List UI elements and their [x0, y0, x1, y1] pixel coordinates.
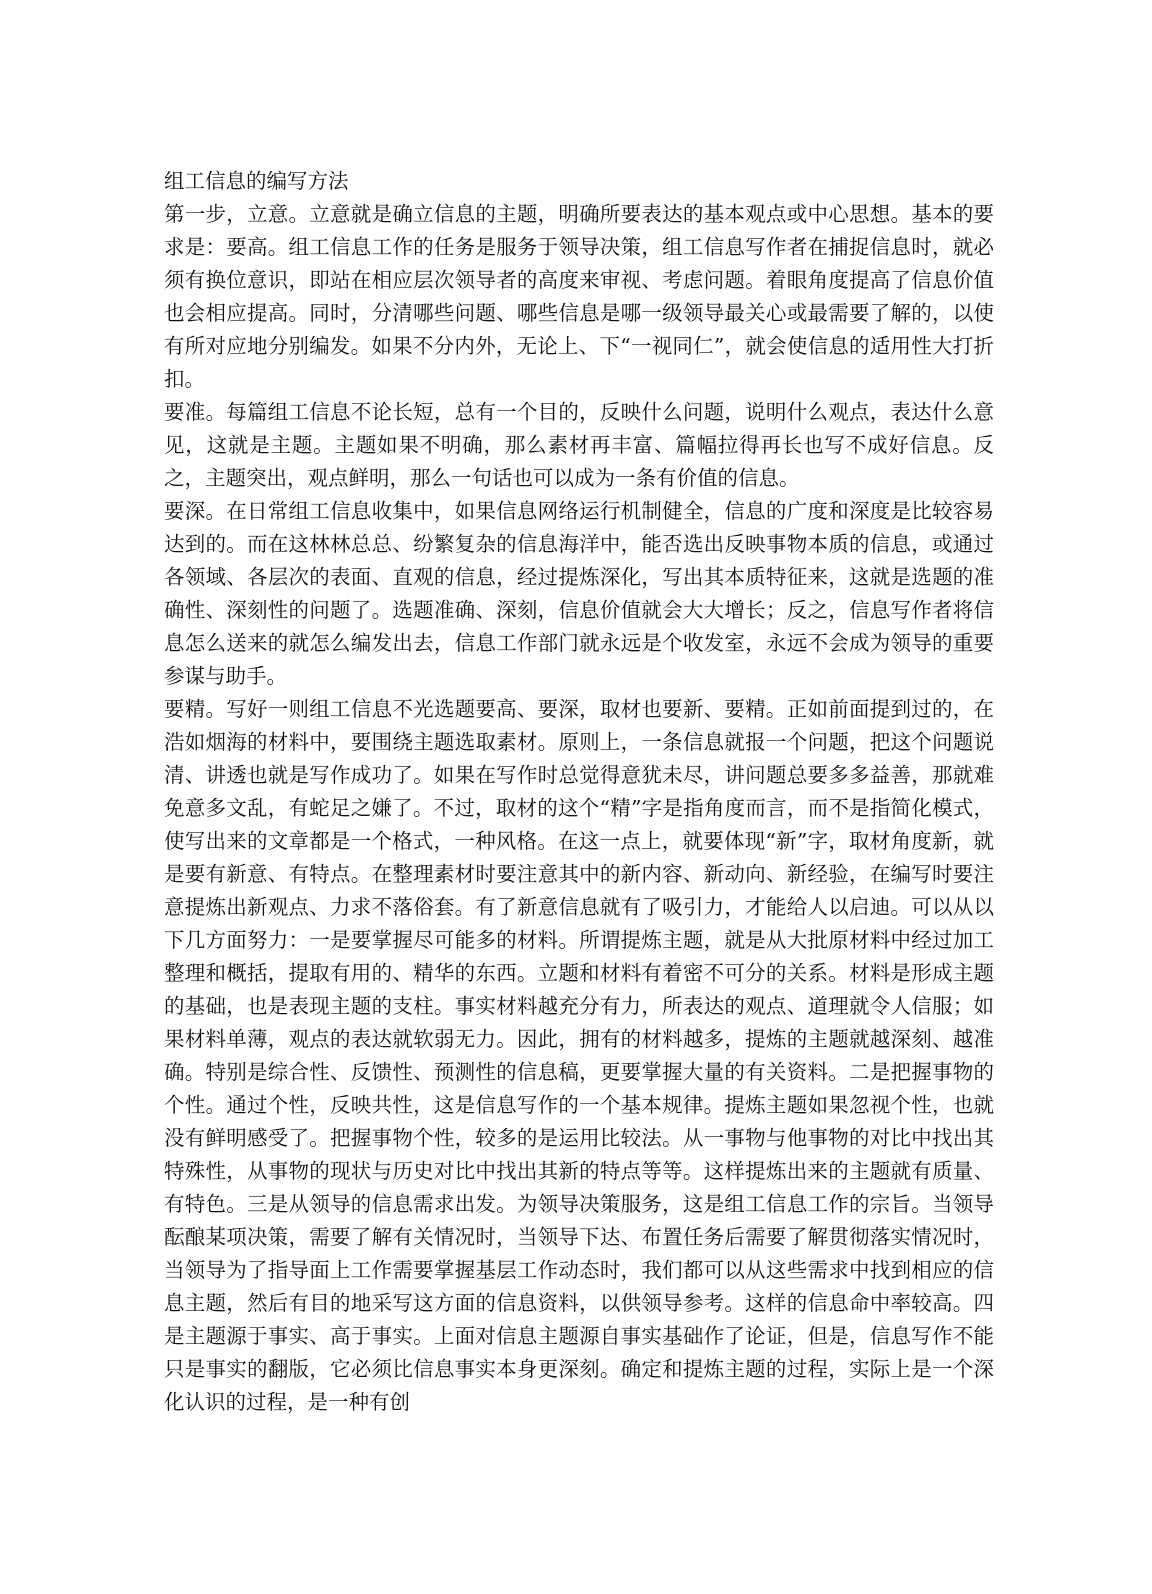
paragraph-step-one: 第一步，立意。立意就是确立信息的主题，明确所要表达的基本观点或中心思想。基本的要求是：要高。组工信息工作的任务是服务于领导决策，组工信息写作者在捕捉信息时，就必须有换位意识，即站在相应层次领导者的高度来审视、考虑问题。着眼角度提高了信息价值也会相应提高。同时，分清哪些问题、哪些信息是哪一级领导最关心或最需要了解的，以使有所对应地分别编发。如果不分内外，无论上、下“一视同仁”，就会使信息的适用性大打折扣。 — [164, 202, 994, 391]
paragraph-depth: 要深。在日常组工信息收集中，如果信息网络运行机制健全，信息的广度和深度是比较容易达到的。而在这林林总总、纷繁复杂的信息海洋中，能否选出反映事物本质的信息，或通过各领域、各层次的表面、直观的信息，经过提炼深化，写出其本质特征来，这就是选题的准确性、深刻性的问题了。选题准确、深刻，信息价值就会大大增长；反之，信息写作者将信息怎么送来的就怎么编发出去，信息工作部门就永远是个收发室，永远不会成为领导的重要参谋与助手。 — [164, 499, 994, 688]
document-title: 组工信息的编写方法 — [164, 169, 349, 193]
paragraph-accuracy: 要准。每篇组工信息不论长短，总有一个目的，反映什么问题，说明什么观点，表达什么意见，这就是主题。主题如果不明确，那么素材再丰富、篇幅拉得再长也写不成好信息。反之，主题突出，观点鲜明，那么一句话也可以成为一条有价值的信息。 — [164, 400, 994, 490]
paragraph-precision: 要精。写好一则组工信息不光选题要高、要深，取材也要新、要精。正如前面提到过的，在浩如烟海的材料中，要围绕主题选取素材。原则上，一条信息就报一个问题，把这个问题说清、讲透也就是写作成功了。如果在写作时总觉得意犹未尽，讲问题总要多多益善，那就难免意多文乱，有蛇足之嫌了。不过，取材的这个“精”字是指角度而言，而不是指简化模式，使写出来的文章都是一个格式，一种风格。在这一点上，就要体现“新”字，取材角度新，就是要有新意、有特点。在整理素材时要注意其中的新内容、新动向、新经验，在编写时要注意提炼出新观点、力求不落俗套。有了新意信息就有了吸引力，才能给人以启迪。可以从以下几方面努力：一是要掌握尽可能多的材料。所谓提炼主题，就是从大批原材料中经过加工整理和概括，提取有用的、精华的东西。立题和材料有着密不可分的关系。材料是形成主题的基础，也是表现主题的支柱。事实材料越充分有力，所表达的观点、道理就令人信服；如果材料单薄，观点的表达就软弱无力。因此，拥有的材料越多，提炼的主题就越深刻、越准确。特别是综合性、反馈性、预测性的信息稿，更要掌握大量的有关资料。二是把握事物的个性。通过个性，反映共性，这是信息写作的一个基本规律。提炼主题如果忽视个性，也就没有鲜明感受了。把握事物个性，较多的是运用比较法。从一事物与他事物的对比中找出其特殊性，从事物的现状与历史对比中找出其新的特点等等。这样提炼出来的主题就有质量、有特色。三是从领导的信息需求出发。为领导决策服务，这是组工信息工作的宗旨。当领导酝酿某项决策，需要了解有关情况时，当领导下达、布置任务后需要了解贯彻落实情况时，当领导为了指导面上工作需要掌握基层工作动态时，我们都可以从这些需求中找到相应的信息主题，然后有目的地采写这方面的信息资料，以供领导参考。这样的信息命中率较高。四是主题源于事实、高于事实。上面对信息主题源自事实基础作了论证，但是，信息写作不能只是事实的翻版，它必须比信息事实本身更深刻。确定和提炼主题的过程，实际上是一个深化认识的过程，是一种有创 — [164, 697, 994, 1414]
document-page — [164, 165, 994, 1419]
